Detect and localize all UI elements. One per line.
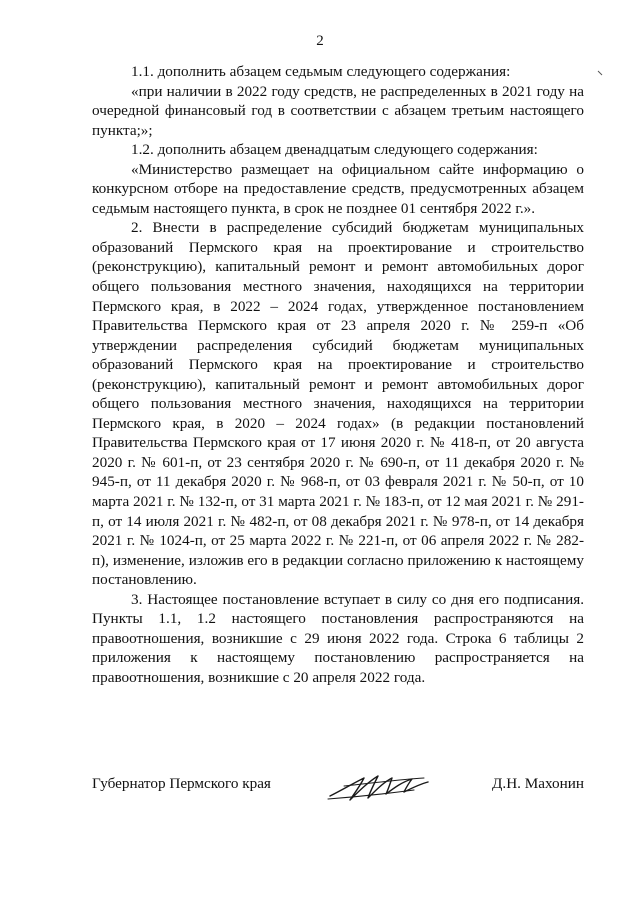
page-number: 2	[316, 33, 324, 49]
paragraph-3: 3. Настоящее постановление вступает в силу со дня его подписания. Пункты 1.1, 1.2 настоящего постановления распространяются на правоотношения, возникшие с 29 июня 2022 года. Строка 6 таблицы 2 приложения к настоящему постановлению распространяется на правоотношения, возникшие с 20 апреля 2022 года.	[92, 590, 584, 686]
paragraph-1-1-quote: «при наличии в 2022 году средств, не распределенных в 2021 году на очередной финансовый год в соответствии с абзацем третьим настоящего пункта;»;	[92, 82, 584, 139]
scan-artifact-mark	[597, 70, 603, 76]
paragraph-1-1: 1.1. дополнить абзацем седьмым следующего содержания:	[131, 63, 511, 80]
signature-block	[92, 770, 584, 800]
document-body	[92, 62, 584, 688]
paragraph-2: 2. Внести в распределение субсидий бюджетам муниципальных образований Пермского края на проектирование и строительство (реконструкцию), капитальный ремонт и ремонт автомобильных дорог общего пользования местного значения, находящихся на территории Пермского края, в 2022 – 2024 годах, утвержденное постановлением Правительства Пермского края от 23 апреля 2020 г. № 259-п «Об утверждении распределения субсидий бюджетам муниципальных образований Пермского края на проектирование и строительство (реконструкцию), капитальный ремонт и ремонт автомобильных дорог общего пользования местного значения, находящихся на территории Пермского края, в 2020 – 2024 годах» (в редакции постановлений Правительства Пермского края от 17 июня 2020 г. № 418-п, от 20 августа 2020 г. № 601-п, от 23 сентября 2020 г. № 690-п, от 11 декабря 2020 г. № 945-п, от 11 декабря 2020 г. № 968-п, от 03 февраля 2021 г. № 50-п, от 10 марта 2021 г. № 132-п, от 31 марта 2021 г. № 183-п, от 12 мая 2021 г. № 291-п, от 14 июля 2021 г. № 482-п, от 08 декабря 2021 г. № 978-п, от 14 декабря 2021 г. № 1024-п, от 25 марта 2022 г. № 221-п, от 06 апреля 2022 г. № 282-п), изменение, изложив его в редакции согласно приложению к настоящему постановлению.	[92, 219, 584, 589]
handwritten-signature	[324, 766, 434, 806]
signatory-title: Губернатор Пермского края	[92, 775, 271, 792]
signatory-name: Д.Н. Махонин	[492, 775, 584, 792]
paragraph-1-2: 1.2. дополнить абзацем двенадцатым следующего содержания:	[131, 141, 538, 159]
paragraph-1-2-quote: «Министерство размещает на официальном сайте информацию о конкурсном отборе на предоставление средств, предусмотренных абзацем седьмым настоящего пункта, в срок не позднее 01 сентября 2022 г.».	[92, 160, 584, 217]
